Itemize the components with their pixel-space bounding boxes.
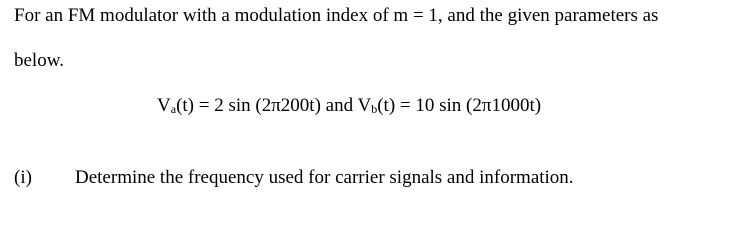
va-expression: (t) = 2 sin (2π200t) and (176, 95, 358, 116)
intro-line-1: For an FM modulator with a modulation index of m = 1, and the given parameters as (14, 5, 659, 26)
va-subscript: a (170, 102, 177, 116)
va-symbol: V (157, 95, 171, 116)
intro-line-2: below. (14, 50, 64, 71)
vb-symbol: V (357, 95, 372, 116)
equation-line (157, 95, 541, 117)
vb-subscript: b (371, 102, 378, 116)
question-number: (i) (14, 167, 32, 188)
vb-expression: (t) = 10 sin (2π1000t) (377, 95, 542, 116)
question-text: Determine the frequency used for carrier signals and information. (75, 167, 574, 188)
